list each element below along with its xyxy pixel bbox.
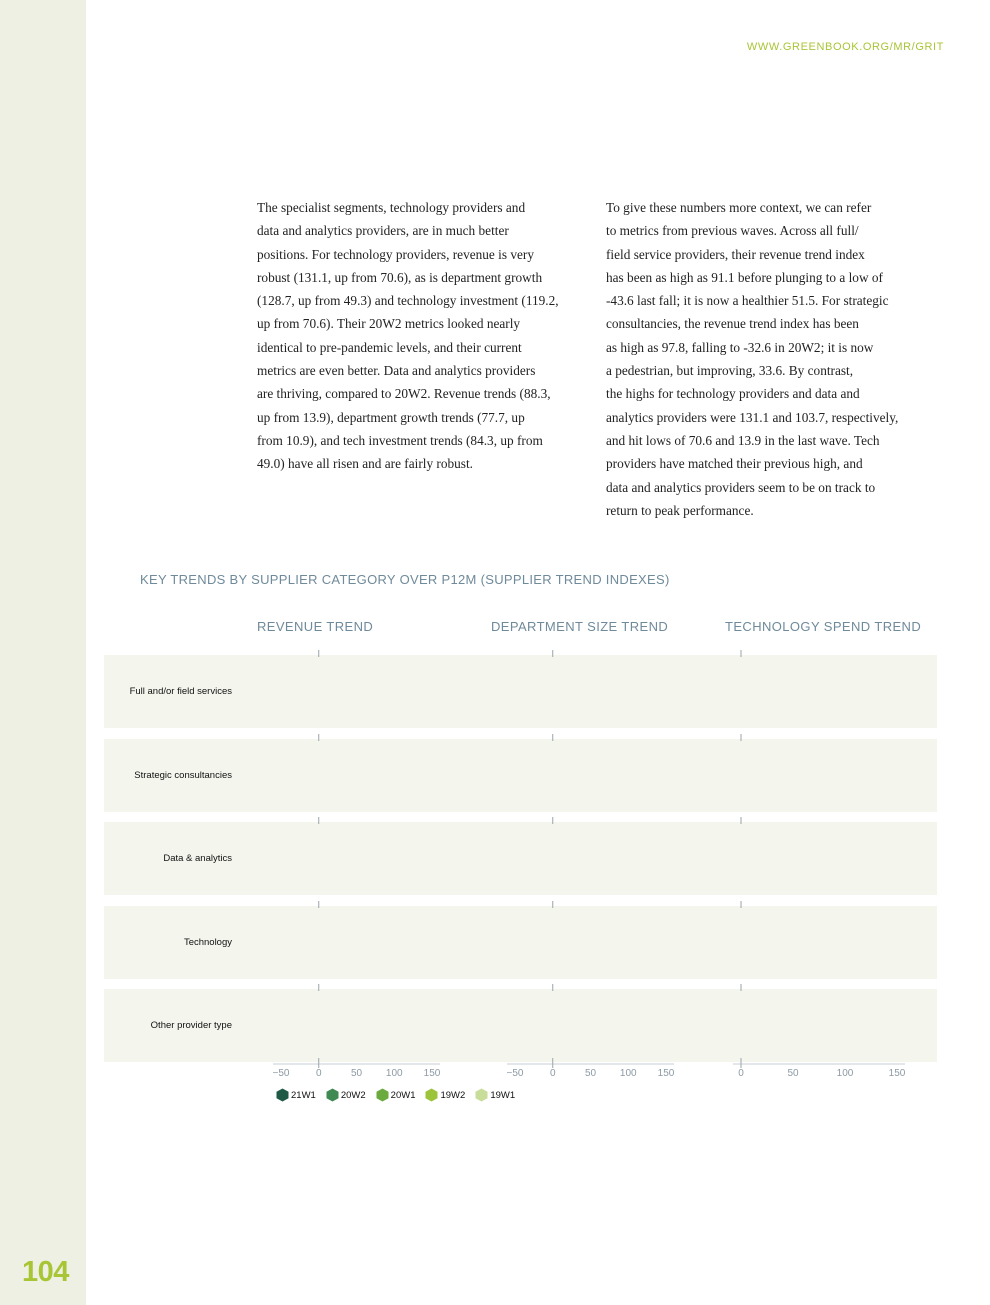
x-tick-label: 0 bbox=[738, 1068, 744, 1079]
body-right-line: return to peak performance. bbox=[606, 502, 754, 518]
legend-item bbox=[425, 1088, 465, 1102]
body-left-line: robust (131.1, up from 70.6), as is department growth bbox=[257, 269, 543, 285]
legend-item bbox=[276, 1088, 316, 1102]
legend-label: 20W2 bbox=[340, 1089, 366, 1101]
body-right-line: analytics providers were 131.1 and 103.7, respectively, bbox=[606, 409, 899, 425]
hexagon-icon bbox=[475, 1088, 488, 1102]
body-left-line: data and analytics providers, are in much better bbox=[257, 223, 509, 239]
body-left-line: positions. For technology providers, revenue is very bbox=[257, 246, 534, 262]
category-label: Strategic consultancies bbox=[134, 769, 232, 781]
panel-title-department-size: DEPARTMENT SIZE TREND bbox=[491, 619, 669, 634]
body-left-line: from 10.9), and tech investment trends (84.3, up from bbox=[257, 432, 543, 448]
x-tick-label: 150 bbox=[423, 1068, 441, 1079]
x-tick-label: 50 bbox=[350, 1068, 363, 1079]
x-tick-label: 0 bbox=[315, 1068, 322, 1079]
x-tick-label: 50 bbox=[584, 1068, 597, 1079]
hexagon-icon bbox=[376, 1088, 389, 1102]
hexagon-icon bbox=[276, 1088, 289, 1102]
category-label: Full and/or field services bbox=[129, 685, 232, 697]
body-left-line: The specialist segments, technology providers and bbox=[257, 200, 526, 215]
x-tick-label: 150 bbox=[657, 1068, 675, 1079]
legend-label: 19W2 bbox=[440, 1089, 466, 1101]
body-right-line: to metrics from previous waves. Across all full/ bbox=[606, 223, 859, 239]
chart-legend bbox=[276, 1088, 515, 1102]
body-right-line: data and analytics providers seem to be on track to bbox=[606, 479, 876, 495]
panel-title-revenue: REVENUE TREND bbox=[257, 619, 374, 634]
x-tick-label: 100 bbox=[385, 1068, 403, 1079]
body-right-line: as high as 97.8, falling to -32.6 in 20W2; it is now bbox=[606, 339, 874, 355]
body-right-line: field service providers, their revenue trend index bbox=[606, 246, 865, 262]
page-number: 104 bbox=[22, 1256, 69, 1288]
x-tick-label: −50 bbox=[272, 1068, 290, 1079]
body-right-line: To give these numbers more context, we can refer bbox=[606, 200, 872, 215]
panel-title-technology-spend: TECHNOLOGY SPEND TREND bbox=[725, 619, 922, 634]
x-tick-label: −50 bbox=[506, 1068, 524, 1079]
legend-label: 20W1 bbox=[390, 1089, 416, 1101]
category-label: Data & analytics bbox=[163, 852, 232, 864]
hexagon-icon bbox=[425, 1088, 438, 1102]
body-right-line: a pedestrian, but improving, 33.6. By contrast, bbox=[606, 363, 854, 379]
x-tick-label: 50 bbox=[787, 1068, 799, 1079]
legend-label: 21W1 bbox=[291, 1089, 316, 1101]
x-tick-label: 100 bbox=[619, 1068, 637, 1079]
body-left-line: identical to pre-pandemic levels, and their current bbox=[257, 339, 522, 355]
x-tick-label: 100 bbox=[836, 1068, 854, 1079]
legend-item bbox=[326, 1088, 366, 1102]
x-tick-label: 0 bbox=[549, 1068, 556, 1079]
body-right-line: providers have matched their previous high, and bbox=[606, 456, 863, 472]
body-left-line: are thriving, compared to 20W2. Revenue trends (88.3, bbox=[257, 386, 551, 402]
body-left-line: up from 70.6). Their 20W2 metrics looked nearly bbox=[257, 316, 521, 332]
legend-item bbox=[475, 1088, 515, 1102]
legend-label: 19W1 bbox=[490, 1089, 516, 1101]
body-right-line: -43.6 last fall; it is now a healthier 51.5. For strategic bbox=[606, 293, 889, 309]
category-label: Technology bbox=[183, 936, 232, 948]
body-left-line: up from 13.9), department growth trends (77.7, up bbox=[257, 409, 525, 425]
body-right-line: and hit lows of 70.6 and 13.9 in the last wave. Tech bbox=[606, 432, 880, 448]
body-left-line: metrics are even better. Data and analytics providers bbox=[257, 363, 536, 379]
x-tick-label: 150 bbox=[888, 1068, 906, 1079]
body-left-line: (128.7, up from 49.3) and technology investment (119.2, bbox=[257, 293, 559, 309]
category-label: Other provider type bbox=[150, 1019, 232, 1031]
chart-title: KEY TRENDS BY SUPPLIER CATEGORY OVER P12M (SUPPLIER TREND INDEXES) bbox=[140, 572, 670, 587]
legend-item bbox=[376, 1088, 416, 1102]
body-right-line: has been as high as 91.1 before plunging to a low of bbox=[606, 269, 883, 285]
body-left-line: 49.0) have all risen and are fairly robust. bbox=[257, 456, 473, 472]
hexagon-icon bbox=[326, 1088, 339, 1102]
body-right-line: consultancies, the revenue trend index has been bbox=[606, 316, 859, 332]
body-right-line: the highs for technology providers and data and bbox=[606, 386, 860, 402]
header-url[interactable]: WWW.GREENBOOK.ORG/MR/GRIT bbox=[746, 41, 944, 53]
